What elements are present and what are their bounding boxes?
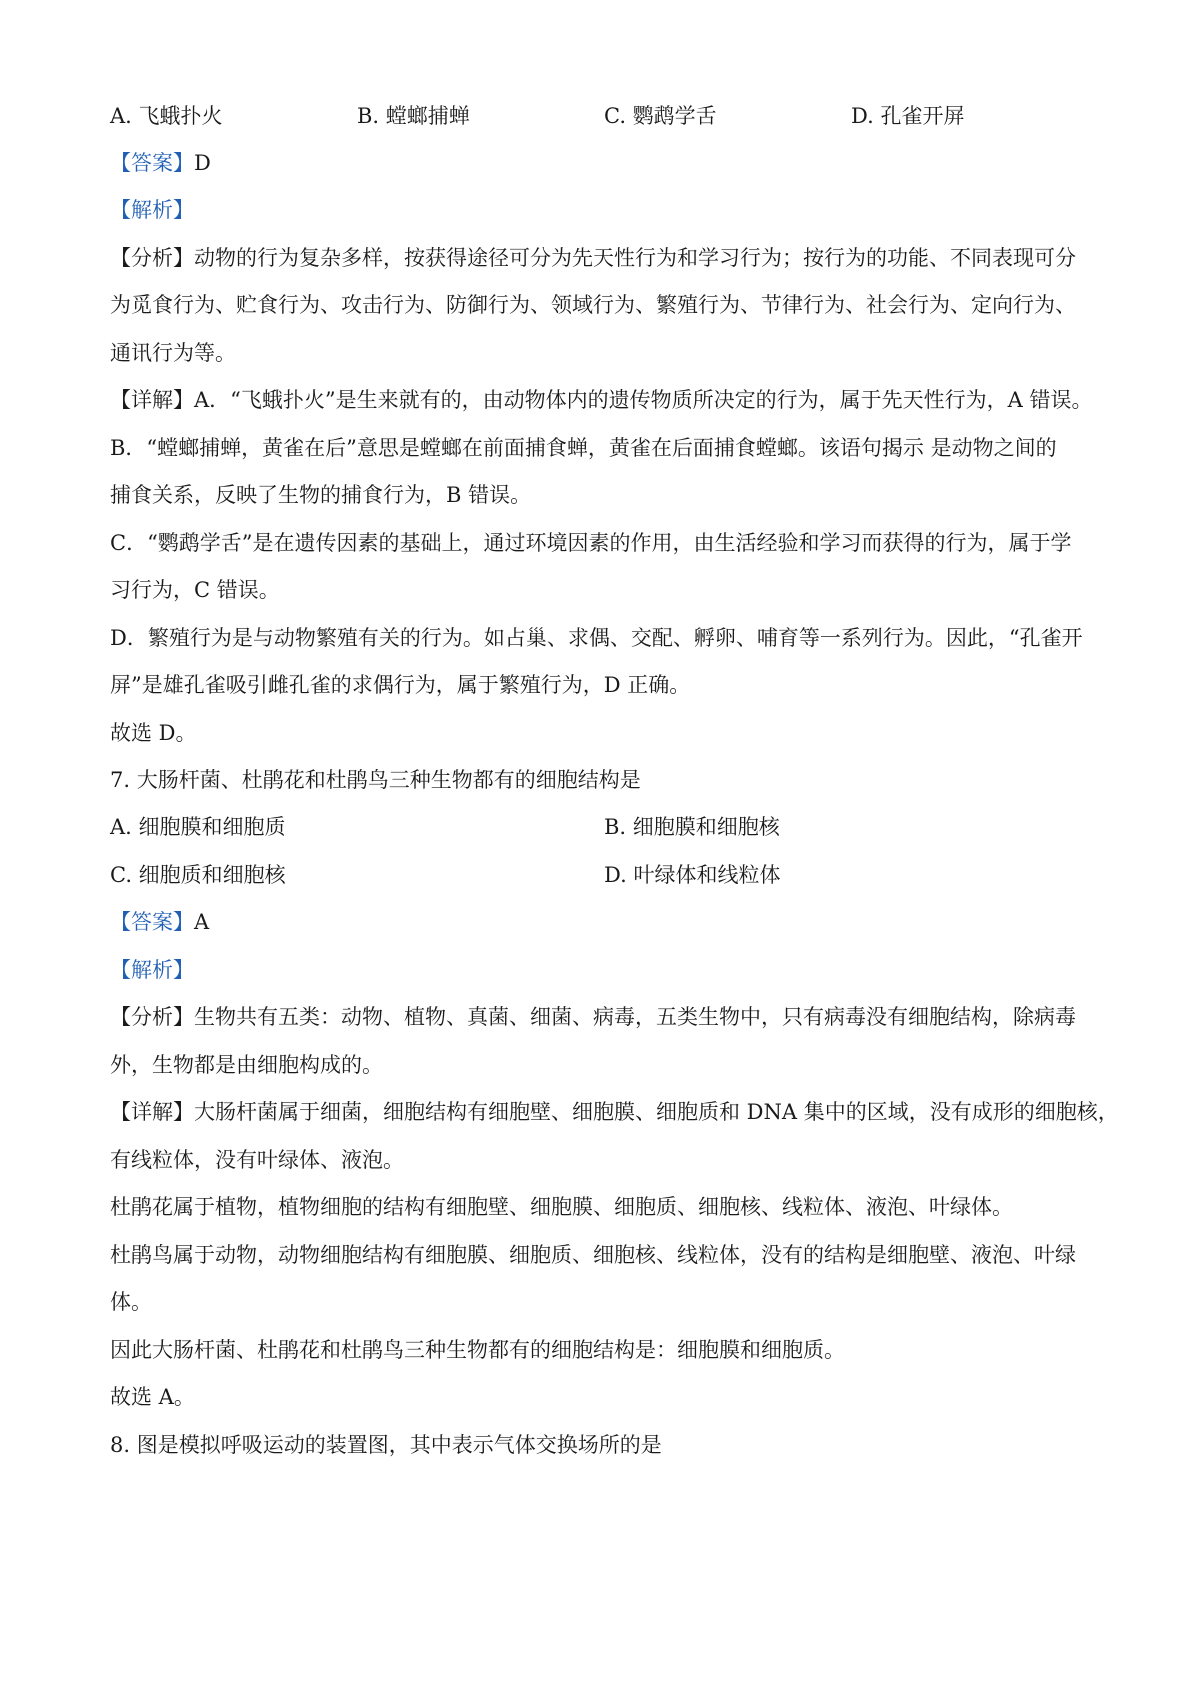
q6-fenxi-line1 — [110, 243, 1100, 273]
q6-xiangjie-line4: C．“鹦鹉学舌”是在遗传因素的基础上，通过环境因素的作用，由生活经验和学习而获得的行为，属于学 — [110, 531, 1072, 555]
q7-xiangjie-line2: 有线粒体，没有叶绿体、液泡。 — [110, 1148, 404, 1172]
q6-xiangjie-line5: 习行为，C 错误。 — [110, 578, 280, 602]
q7-fenxi-line2: 外，生物都是由细胞构成的。 — [110, 1053, 383, 1077]
q6-xiangjie-line3: 捕食关系，反映了生物的捕食行为，B 错误。 — [110, 483, 532, 507]
answer-tag: 【答案】 — [110, 910, 194, 934]
xiangjie-tag: 【详解】 — [110, 1100, 194, 1124]
q7-jiexi-tag: 【解析】 — [110, 958, 194, 982]
q7-option-c: C. 细胞质和细胞核 — [110, 863, 286, 887]
q7-xiangjie-line1 — [110, 1097, 1119, 1127]
q7-answer — [110, 907, 1100, 937]
q6-option-b: B. 螳螂捕蝉 — [357, 104, 470, 128]
q7-stem: 7. 大肠杆菌、杜鹃花和杜鹃鸟三种生物都有的细胞结构是 — [110, 768, 641, 792]
q7-xiangjie-line3: 杜鹃花属于植物，植物细胞的结构有细胞壁、细胞膜、细胞质、细胞核、线粒体、液泡、叶绿体。 — [110, 1195, 1013, 1219]
answer-tag: 【答案】 — [110, 151, 194, 175]
q6-fenxi-line2: 为觅食行为、贮食行为、攻击行为、防御行为、领域行为、繁殖行为、节律行为、社会行为、定向行为、 — [110, 293, 1076, 317]
q6-answer — [110, 148, 1100, 178]
q6-conclusion: 故选 D。 — [110, 721, 197, 745]
q6-option-c: C. 鹦鹉学舌 — [604, 104, 717, 128]
xiangjie-tag: 【详解】 — [110, 388, 194, 412]
q6-option-a: A. 飞蛾扑火 — [110, 104, 223, 128]
q7-option-d: D. 叶绿体和线粒体 — [604, 863, 781, 887]
fenxi-tag: 【分析】 — [110, 246, 194, 270]
q6-xiangjie-line7: 屏”是雄孔雀吸引雌孔雀的求偶行为，属于繁殖行为，D 正确。 — [110, 673, 691, 697]
q7-xiangjie-line5: 体。 — [110, 1290, 152, 1314]
q6-xiangjie-line1 — [110, 385, 1100, 415]
fenxi-text: 生物共有五类：动物、植物、真菌、细菌、病毒，五类生物中，只有病毒没有细胞结构，除病毒 — [194, 1005, 1076, 1029]
q6-fenxi-line3: 通讯行为等。 — [110, 341, 236, 365]
answer-value: D — [194, 151, 211, 175]
q7-option-b: B. 细胞膜和细胞核 — [604, 815, 780, 839]
q7-option-a: A. 细胞膜和细胞质 — [110, 815, 286, 839]
q6-xiangjie-line6: D．繁殖行为是与动物繁殖有关的行为。如占巢、求偶、交配、孵卵、哺育等一系列行为。因此，“孔雀开 — [110, 626, 1083, 650]
q7-conclusion: 故选 A。 — [110, 1385, 195, 1409]
xiangjie-text: 大肠杆菌属于细菌，细胞结构有细胞壁、细胞膜、细胞质和 DNA 集中的区域，没有成形的细胞核， — [194, 1100, 1119, 1124]
q6-jiexi-tag: 【解析】 — [110, 198, 194, 222]
q7-xiangjie-line6: 因此大肠杆菌、杜鹃花和杜鹃鸟三种生物都有的细胞结构是：细胞膜和细胞质。 — [110, 1338, 845, 1362]
xiangjie-text: A．“飞蛾扑火”是生来就有的，由动物体内的遗传物质所决定的行为，属于先天性行为，A 错误。 — [194, 388, 1093, 412]
q8-stem: 8. 图是模拟呼吸运动的装置图，其中表示气体交换场所的是 — [110, 1433, 662, 1457]
answer-value: A — [194, 910, 210, 934]
fenxi-tag: 【分析】 — [110, 1005, 194, 1029]
q7-fenxi-line1 — [110, 1002, 1100, 1032]
q6-xiangjie-line2: B．“螳螂捕蝉，黄雀在后”意思是螳螂在前面捕食蝉，黄雀在后面捕食螳螂。该语句揭示 是动物之间的 — [110, 436, 1057, 460]
fenxi-text: 动物的行为复杂多样，按获得途径可分为先天性行为和学习行为；按行为的功能、不同表现可分 — [194, 246, 1076, 270]
q6-option-d: D. 孔雀开屏 — [851, 104, 965, 128]
q7-xiangjie-line4: 杜鹃鸟属于动物，动物细胞结构有细胞膜、细胞质、细胞核、线粒体，没有的结构是细胞壁、液泡、叶绿 — [110, 1243, 1076, 1267]
